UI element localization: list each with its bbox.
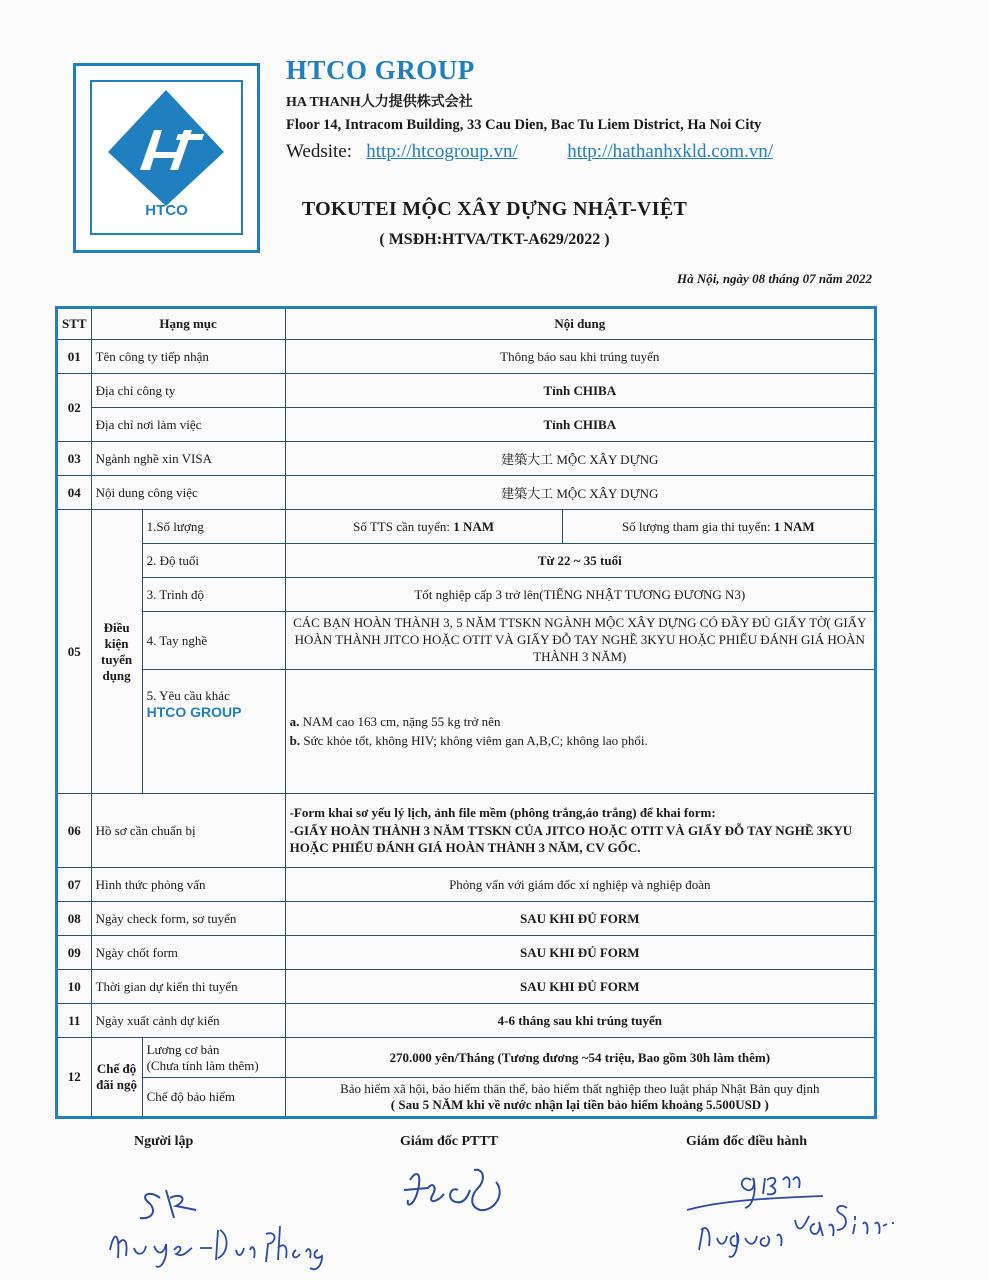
row-label: Hồ sơ cần chuẩn bị bbox=[91, 794, 285, 868]
creator-signature-icon bbox=[100, 1170, 340, 1275]
quantity-exam-value: 1 NAM bbox=[773, 518, 815, 534]
row-value: SAU KHI ĐỦ FORM bbox=[285, 902, 875, 936]
row-number: 04 bbox=[57, 476, 92, 510]
sub-label-quantity: 1.Số lượng bbox=[142, 510, 285, 544]
table-row bbox=[57, 868, 876, 902]
requirement-a-key: a. bbox=[289, 714, 300, 730]
sub-label-insurance: Chế độ bảo hiểm bbox=[142, 1078, 285, 1118]
table-row bbox=[57, 374, 876, 408]
other-label: 5. Yêu cầu khác bbox=[146, 688, 230, 703]
table-row bbox=[57, 578, 876, 612]
quantity-trainees-value: 1 NAM bbox=[453, 518, 495, 534]
row-label: Ngày chốt form bbox=[91, 936, 285, 970]
row-number: 10 bbox=[57, 970, 92, 1004]
requirement-a bbox=[290, 713, 870, 731]
table-row bbox=[57, 902, 876, 936]
company-logo bbox=[73, 63, 260, 253]
table-row bbox=[57, 476, 876, 510]
other-brand: HTCO GROUP bbox=[146, 704, 242, 720]
signer-pttt-title: Giám đốc PTTT bbox=[400, 1134, 499, 1149]
row-value: 4-6 tháng sau khi trúng tuyển bbox=[285, 1004, 875, 1038]
salary-label: Lương cơ bản bbox=[146, 1041, 220, 1057]
row-label: Ngành nghề xin VISA bbox=[91, 442, 285, 476]
requirement-b-text: Sức khỏe tốt, không HIV; không viêm gan A,B,C; không lao phổi. bbox=[300, 732, 648, 748]
insurance-line-1: Bảo hiểm xã hội, bảo hiểm thân thể, bảo hiểm thất nghiệp theo luật pháp Nhật Bản quy định bbox=[340, 1080, 820, 1096]
row-value: SAU KHI ĐỦ FORM bbox=[285, 970, 875, 1004]
document-title: TOKUTEI MỘC XÂY DỰNG NHẬT-VIỆT bbox=[301, 198, 688, 220]
sub-label-skill: 4. Tay nghề bbox=[142, 612, 285, 670]
row-value: Phỏng vấn với giám đốc xí nghiệp và nghiệp đoàn bbox=[285, 868, 875, 902]
table-row bbox=[57, 1078, 876, 1118]
document-date: Hà Nội, ngày 08 tháng 07 năm 2022 bbox=[676, 271, 872, 286]
table-row bbox=[57, 612, 876, 670]
website-link-hathanh[interactable]: http://hathanhxkld.com.vn/ bbox=[567, 141, 774, 162]
sub-label-education: 3. Trình độ bbox=[142, 578, 285, 612]
sub-label-other bbox=[142, 670, 285, 794]
insurance-value bbox=[285, 1078, 875, 1118]
salary-value: 270.000 yên/Tháng (Tương đương ~54 triệu, Bao gồm 30h làm thêm) bbox=[285, 1038, 875, 1078]
website-line bbox=[286, 141, 773, 163]
group-label-conditions: Điều kiện tuyển dụng bbox=[91, 510, 142, 794]
row-label: Ngày xuất cảnh dự kiến bbox=[91, 1004, 285, 1038]
age-value: Từ 22 ~ 35 tuổi bbox=[285, 544, 875, 578]
row-number: 02 bbox=[57, 374, 92, 442]
table-row bbox=[57, 340, 876, 374]
row-value: Tỉnh CHIBA bbox=[285, 408, 875, 442]
quantity-exam-label: Số lượng tham gia thi tuyển: bbox=[621, 518, 774, 534]
row-number: 03 bbox=[57, 442, 92, 476]
education-value: Tốt nghiệp cấp 3 trở lên(TIẾNG NHẬT TƯƠNG ĐƯƠNG N3) bbox=[285, 578, 875, 612]
quantity-trainees-label: Số TTS cần tuyển: bbox=[353, 518, 454, 534]
table-row bbox=[57, 970, 876, 1004]
signer-ceo-title: Giám đốc điều hành bbox=[686, 1134, 807, 1149]
documents-line-1: -Form khai sơ yếu lý lịch, ảnh file mềm (phông trắng,áo trắng) để khai form: bbox=[289, 805, 716, 821]
signer-creator-title: Người lập bbox=[134, 1134, 194, 1149]
row-number: 05 bbox=[57, 510, 92, 794]
recruitment-table bbox=[55, 306, 877, 1119]
company-address: Floor 14, Intracom Building, 33 Cau Dien, Bac Tu Liem District, Ha Noi City bbox=[286, 117, 762, 133]
header-content: Nội dung bbox=[285, 308, 875, 340]
row-label: Địa chỉ công ty bbox=[91, 374, 285, 408]
diamond-logo-icon bbox=[92, 82, 241, 212]
row-number: 01 bbox=[57, 340, 92, 374]
quantity-trainees bbox=[285, 510, 562, 544]
row-value: Thông báo sau khi trúng tuyển bbox=[285, 340, 875, 374]
table-row bbox=[57, 1004, 876, 1038]
row-label: Nội dung công việc bbox=[91, 476, 285, 510]
row-value bbox=[285, 794, 875, 868]
requirement-a-text: NAM cao 163 cm, nặng 55 kg trở nên bbox=[299, 714, 501, 730]
row-label: Thời gian dự kiến thi tuyển bbox=[91, 970, 285, 1004]
row-number: 11 bbox=[57, 1004, 92, 1038]
company-name-jp: HA THANH人力提供株式会社 bbox=[286, 95, 473, 110]
table-row bbox=[57, 544, 876, 578]
documents-line-2: -GIẤY HOÀN THÀNH 3 NĂM TTSKN CỦA JITCO HOẶC OTIT VÀ GIẤY ĐỖ TAY NGHỀ 3KYU HOẶC PHIẾU ĐÁNH GIÁ HOÀN THÀNH 3 NĂM, CV GỐC. bbox=[289, 822, 853, 856]
row-number: 12 bbox=[57, 1038, 92, 1118]
table-row bbox=[57, 936, 876, 970]
row-label: Tên công ty tiếp nhận bbox=[91, 340, 285, 374]
row-label: Hình thức phỏng vấn bbox=[91, 868, 285, 902]
header-stt: STT bbox=[57, 308, 92, 340]
logo-label: HTCO bbox=[145, 202, 188, 219]
ceo-signature-icon bbox=[683, 1150, 913, 1270]
group-label-benefits: Chế độ đãi ngộ bbox=[91, 1038, 142, 1118]
row-value: 建築大工 MỘC XÂY DỰNG bbox=[285, 476, 875, 510]
quantity-exam bbox=[562, 510, 875, 544]
pttt-signature-icon bbox=[398, 1160, 528, 1230]
row-label: Địa chỉ nơi làm việc bbox=[91, 408, 285, 442]
requirement-b-key: b. bbox=[289, 732, 301, 748]
sub-label-age: 2. Độ tuổi bbox=[142, 544, 285, 578]
row-number: 07 bbox=[57, 868, 92, 902]
table-row bbox=[57, 442, 876, 476]
row-number: 06 bbox=[57, 794, 92, 868]
website-link-htco[interactable]: http://htcogroup.vn/ bbox=[366, 141, 518, 162]
sub-label-salary bbox=[142, 1038, 285, 1078]
table-row bbox=[57, 510, 876, 544]
row-value: 建築大工 MỘC XÂY DỰNG bbox=[285, 442, 875, 476]
row-label: Ngày check form, sơ tuyển bbox=[91, 902, 285, 936]
requirement-b bbox=[290, 732, 870, 750]
table-row bbox=[57, 1038, 876, 1078]
other-requirements bbox=[285, 670, 875, 794]
order-code: ( MSĐH:HTVA/TKT-A629/2022 ) bbox=[379, 231, 610, 248]
skill-value: CÁC BẠN HOÀN THÀNH 3, 5 NĂM TTSKN NGÀNH MỘC XÂY DỰNG CÓ ĐẦY ĐỦ GIẤY TỜ( GIẤY HOÀN THÀNH JITCO HOẶC OTIT VÀ GIẤY ĐỖ TAY NGHỀ 3KYU HOẶC PHIẾU ĐÁNH GIÁ HOÀN THÀNH 3 NĂM) bbox=[285, 612, 875, 670]
website-label: Wedsite: bbox=[286, 141, 353, 162]
row-value: SAU KHI ĐỦ FORM bbox=[285, 936, 875, 970]
company-name: HTCO GROUP bbox=[286, 55, 475, 85]
salary-note: (Chưa tính làm thêm) bbox=[146, 1057, 259, 1073]
insurance-line-2: ( Sau 5 NĂM khi về nước nhận lại tiền bảo hiểm khoảng 5.500USD ) bbox=[390, 1097, 769, 1112]
table-row bbox=[57, 794, 876, 868]
row-number: 09 bbox=[57, 936, 92, 970]
row-number: 08 bbox=[57, 902, 92, 936]
table-row bbox=[57, 670, 876, 794]
table-header-row bbox=[57, 308, 876, 340]
row-value: Tỉnh CHIBA bbox=[285, 374, 875, 408]
header-item: Hạng mục bbox=[91, 308, 285, 340]
table-row bbox=[57, 408, 876, 442]
